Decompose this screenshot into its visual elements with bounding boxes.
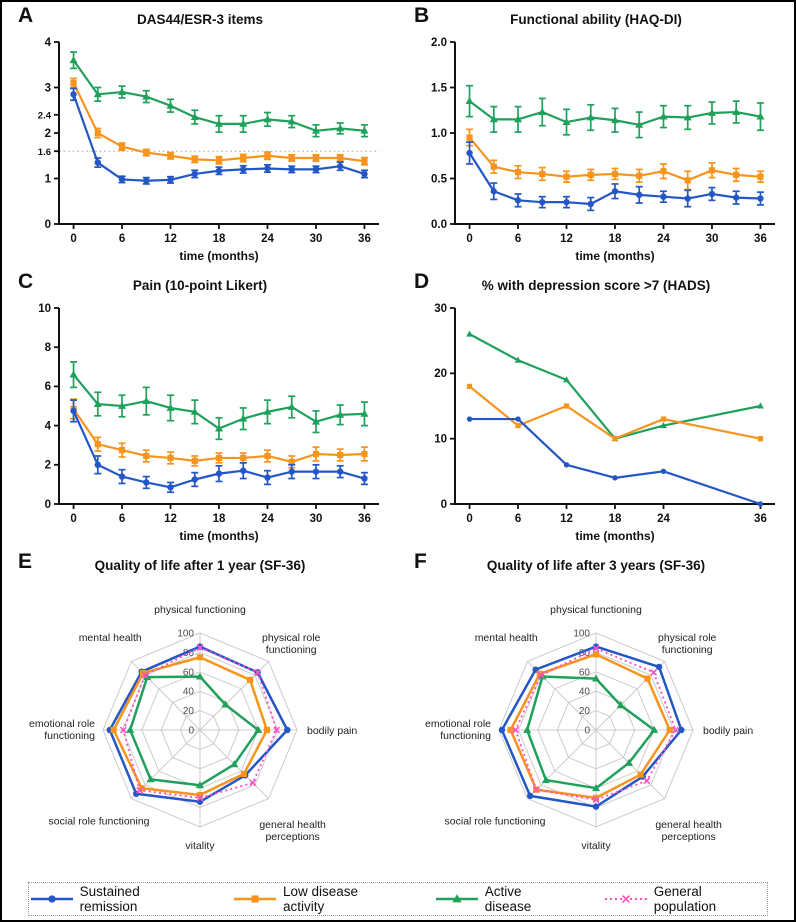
panel-d [398,268,794,548]
panel-f-header [398,548,794,578]
panel-e-header [2,548,398,578]
svg-text:30: 30 [309,513,323,525]
panel-f-radar-chart [400,578,792,878]
panel-c [2,268,398,548]
svg-text:36: 36 [754,233,767,245]
svg-text:0.0: 0.0 [431,218,447,231]
panel-d-header [398,268,794,298]
svg-text:40: 40 [578,686,590,698]
radar-axis-label-social-role-functioning: social role functioning [444,815,546,828]
panel-c-chart [5,298,395,548]
legend-label: Low disease activity [282,884,359,914]
panel-a [2,2,398,268]
svg-text:100: 100 [573,628,590,640]
svg-text:1: 1 [44,173,51,186]
svg-text:18: 18 [608,233,622,245]
panel-c-title: Pain (10-point Likert) [132,278,268,293]
radar-axis-label-general-health-perceptions: general health perceptions [259,818,326,843]
svg-text:12: 12 [164,513,177,525]
panel-d-letter: D [414,270,430,293]
svg-text:0: 0 [466,513,473,525]
series-active-disease [466,86,765,138]
panel-b-header [398,2,794,32]
charts-row-2 [2,268,794,548]
svg-text:time (months): time (months) [575,529,655,543]
svg-text:4: 4 [44,36,51,49]
svg-text:24: 24 [261,233,274,245]
legend-item-low-disease-activity [232,884,402,914]
legend-dotted-x-icon [603,891,649,907]
svg-text:24: 24 [657,233,670,245]
svg-text:3: 3 [44,82,51,95]
svg-text:0.5: 0.5 [431,173,447,186]
radar-axis-label-bodily-pain: bodily pain [307,725,358,737]
figure-legend [28,882,768,916]
svg-text:20: 20 [434,368,447,381]
svg-text:4: 4 [44,420,51,433]
radar-axis-label-social-role-functioning: social role functioning [48,815,150,828]
series-active-disease [466,331,764,442]
series-low-disease-activity [467,384,763,442]
series-low-disease-activity [466,129,764,189]
svg-text:0: 0 [584,725,590,737]
radar-axis-label-vitality: vitality [581,840,611,852]
svg-text:time (months): time (months) [179,529,259,543]
legend-item-sustained-remission [29,884,200,914]
svg-text:0: 0 [44,498,51,511]
panel-f-letter: F [414,550,428,573]
svg-text:time (months): time (months) [179,249,259,263]
panel-c-header [2,268,398,298]
radar-axis-label-physical-role-functioning: physical role functioning [658,631,717,656]
svg-text:6: 6 [514,233,522,245]
svg-text:100: 100 [177,628,194,640]
svg-text:12: 12 [164,233,177,245]
panel-b-letter: B [414,4,430,27]
radar-axis-label-general-health-perceptions: general health perceptions [655,818,722,843]
svg-text:6: 6 [118,513,126,525]
panel-e-letter: E [18,550,33,573]
radar-axis-label-emotional-role-functioning: emotional role functioning [29,718,95,742]
svg-text:2: 2 [44,127,51,140]
legend-item-active-disease [434,884,571,914]
svg-text:60: 60 [182,667,194,679]
radar-axis-label-mental-health: mental health [78,632,142,645]
panel-a-chart [5,32,395,268]
svg-text:40: 40 [182,686,194,698]
svg-text:0: 0 [70,513,77,525]
svg-text:10: 10 [434,433,447,446]
svg-text:8: 8 [44,342,51,354]
legend-item-general-population [603,884,767,914]
radar-axis-label-physical-functioning: physical functioning [154,604,246,616]
series-sustained-remission [70,400,368,492]
svg-text:10: 10 [38,302,51,315]
series-active-disease [70,52,369,137]
series-active-disease [70,362,369,439]
panel-f-title: Quality of life after 3 years (SF-36) [486,558,706,573]
svg-text:6: 6 [44,381,51,394]
svg-text:18: 18 [212,513,226,525]
svg-text:20: 20 [182,706,194,718]
svg-text:36: 36 [358,233,371,245]
series-sustained-remission [70,88,368,184]
svg-text:20: 20 [578,706,590,718]
panel-b-chart [401,32,791,268]
svg-text:36: 36 [754,513,767,525]
svg-text:0: 0 [44,218,51,231]
svg-text:18: 18 [212,233,226,245]
radar-series-sustained-remission [499,643,685,809]
radar-axis-label-bodily-pain: bodily pain [703,725,754,737]
panel-e [2,548,398,878]
radar-axis-label-mental-health: mental health [474,632,538,645]
legend-line-triangle-icon [434,891,480,907]
svg-text:12: 12 [560,513,573,525]
panel-e-radar-chart [4,578,396,878]
svg-text:30: 30 [309,233,323,245]
svg-text:24: 24 [657,513,670,525]
panel-a-header [2,2,398,32]
legend-line-circle-icon [29,891,75,907]
radar-axis-label-vitality: vitality [185,840,215,852]
svg-text:1.5: 1.5 [431,82,447,95]
svg-text:2: 2 [44,459,51,472]
panel-c-letter: C [18,270,34,293]
panel-a-title: DAS44/ESR-3 items [136,12,264,27]
radar-axis-label-physical-role-functioning: physical role functioning [262,631,321,656]
svg-text:0: 0 [466,233,473,245]
panel-d-chart [401,298,791,548]
panel-d-title: % with depression score >7 (HADS) [481,278,711,293]
svg-text:60: 60 [578,667,590,679]
panel-f [398,548,794,878]
svg-text:6: 6 [118,233,126,245]
charts-row-1 [2,2,794,268]
panel-b-title: Functional ability (HAQ-DI) [510,12,682,27]
radar-axis-label-emotional-role-functioning: emotional role functioning [425,718,491,742]
svg-text:80: 80 [182,647,194,659]
svg-text:2.4: 2.4 [37,110,51,122]
charts-row-3 [2,548,794,878]
svg-text:0: 0 [440,498,447,511]
svg-text:36: 36 [358,513,371,525]
legend-label: General population [653,884,717,914]
panel-e-title: Quality of life after 1 year (SF-36) [94,558,306,573]
svg-text:0: 0 [70,233,77,245]
svg-text:6: 6 [514,513,522,525]
legend-label: Sustained remission [79,884,140,914]
radar-axis-label-physical-functioning: physical functioning [550,604,642,616]
svg-text:1.0: 1.0 [431,127,447,140]
panel-a-letter: A [18,4,34,27]
svg-text:24: 24 [261,513,274,525]
legend-line-square-icon [232,891,278,907]
legend-label: Active disease [484,884,532,914]
svg-text:30: 30 [434,302,447,315]
svg-text:time (months): time (months) [575,249,655,263]
svg-text:18: 18 [608,513,622,525]
svg-text:0: 0 [188,725,194,737]
svg-text:1.6: 1.6 [37,147,51,158]
svg-text:80: 80 [578,647,590,659]
panel-b [398,2,794,268]
svg-text:2.0: 2.0 [431,36,447,49]
svg-text:30: 30 [705,233,719,245]
svg-text:12: 12 [560,233,573,245]
